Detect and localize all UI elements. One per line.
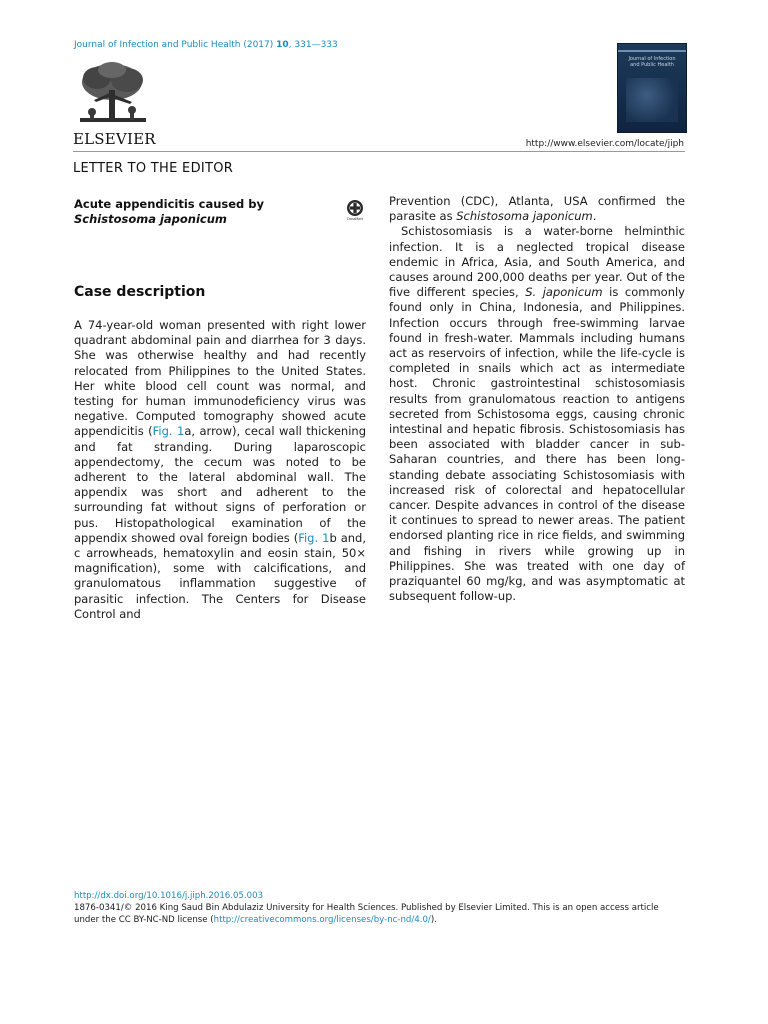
elsevier-tree-logo — [72, 60, 154, 130]
body-paragraph — [389, 194, 685, 224]
header-divider — [73, 151, 685, 152]
body-text: b and, c arrowheads, hematoxylin and eosin stain, 50× magnification), some with calcifications, and granulomatous inflammation suggestive of parasitic infection. The Centers for Disease Control and — [74, 530, 367, 621]
body-text: A 74-year-old woman presented with right lower quadrant abdominal pain and diarrhea for 3 days. She was otherwise healthy and had recently relocated from Philippines to the United States. Her white blood cell count was normal, and testing for human immunodeficiency virus was negative. Computed tomography showed acute appendicitis ( — [74, 318, 366, 439]
section-heading: Case description — [74, 284, 206, 300]
journal-name: Journal of Infection and Public Health (2017) — [74, 40, 274, 50]
body-text: Schistosomiasis is a water-borne helminthic infection. It is a neglected tropical disease endemic in Africa, Asia, and South America, and causes around 200,000 deaths per year. Out of the five different species, — [389, 224, 685, 300]
body-column-right — [389, 194, 685, 604]
crossmark-icon[interactable] — [345, 199, 365, 221]
license-link[interactable]: http://creativecommons.org/licenses/by-nc-nd/4.0/ — [213, 915, 431, 925]
journal-cover-image[interactable] — [617, 43, 687, 133]
body-text: a, arrow), cecal wall thickening and fat stranding. During laparoscopic appendectomy, the cecum was noted to be adherent to the lateral abdominal wall. The appendix was short and adherent to the surrounding fat without signs of perforation or pus. Histopathological examination of the appendix showed oval foreign bodies ( — [74, 424, 366, 545]
copyright-text: 1876-0341/© 2016 King Saud Bin Abdulaziz University for Health Sciences. Published by Elsevier Limited. This is an open access article under the CC BY-NC-ND license ( — [74, 903, 659, 925]
article-title-species: Schistosoma japonicum — [74, 212, 227, 226]
journal-url-link[interactable]: http://www.elsevier.com/locate/jiph — [525, 139, 684, 149]
cover-artwork — [626, 78, 678, 122]
figure-link[interactable]: Fig. 1 — [152, 424, 185, 439]
figure-link[interactable]: Fig. 1 — [298, 530, 330, 545]
copyright-text-end: ). — [430, 915, 437, 925]
body-paragraph — [74, 318, 366, 622]
article-footer — [74, 890, 686, 926]
species-name: Schistosoma japonicum — [456, 209, 593, 224]
doi-link[interactable]: http://dx.doi.org/10.1016/j.jiph.2016.05.003 — [74, 891, 264, 901]
body-text: . — [592, 209, 597, 224]
article-title-text: Acute appendicitis caused by — [74, 197, 265, 211]
elsevier-wordmark: ELSEVIER — [73, 130, 156, 148]
journal-citation[interactable] — [74, 40, 338, 50]
cover-band — [618, 50, 686, 52]
cover-title: Journal of Infection and Public Health — [628, 56, 676, 68]
article-title — [74, 197, 299, 227]
body-text: is commonly found only in China, Indonesia, and Philippines. Infection occurs through free-swimming larvae found in fresh-water. Mammals including humans act as reservoirs of infection, while the life-cycle is completed in snails which act as intermediate host. Chronic gastrointestinal schistosomiasis results from granulomatous reaction to antigens secreted from Schistosoma eggs, causing chronic intestinal and hepatic fibrosis. Schistosomiasis has been associated with bladder cancer in sub-Saharan countries, and there has been long-standing debate associating Schistosomiasis with increased risk of colorectal and hepatocellular cancer. Despite advances in control of the disease it continues to spread to newer areas. The patient endorsed planting rice in rice fields, and swimming and fishing in rivers while growing up in Philippines. She was treated with one day of praziquantel 60 mg/kg, and was asymptomatic at subsequent follow-up. — [389, 285, 685, 604]
journal-volume: 10 — [276, 40, 289, 50]
journal-pages: , 331—333 — [288, 40, 338, 50]
section-type-label: LETTER TO THE EDITOR — [73, 161, 234, 176]
crossmark-label: CrossMark — [346, 217, 364, 221]
body-paragraph — [389, 224, 685, 604]
body-column-left — [74, 318, 366, 622]
body-text: Prevention (CDC), Atlanta, USA confirmed the parasite as — [389, 194, 685, 224]
species-name: S. japonicum — [525, 285, 603, 300]
copyright-notice — [74, 902, 686, 926]
